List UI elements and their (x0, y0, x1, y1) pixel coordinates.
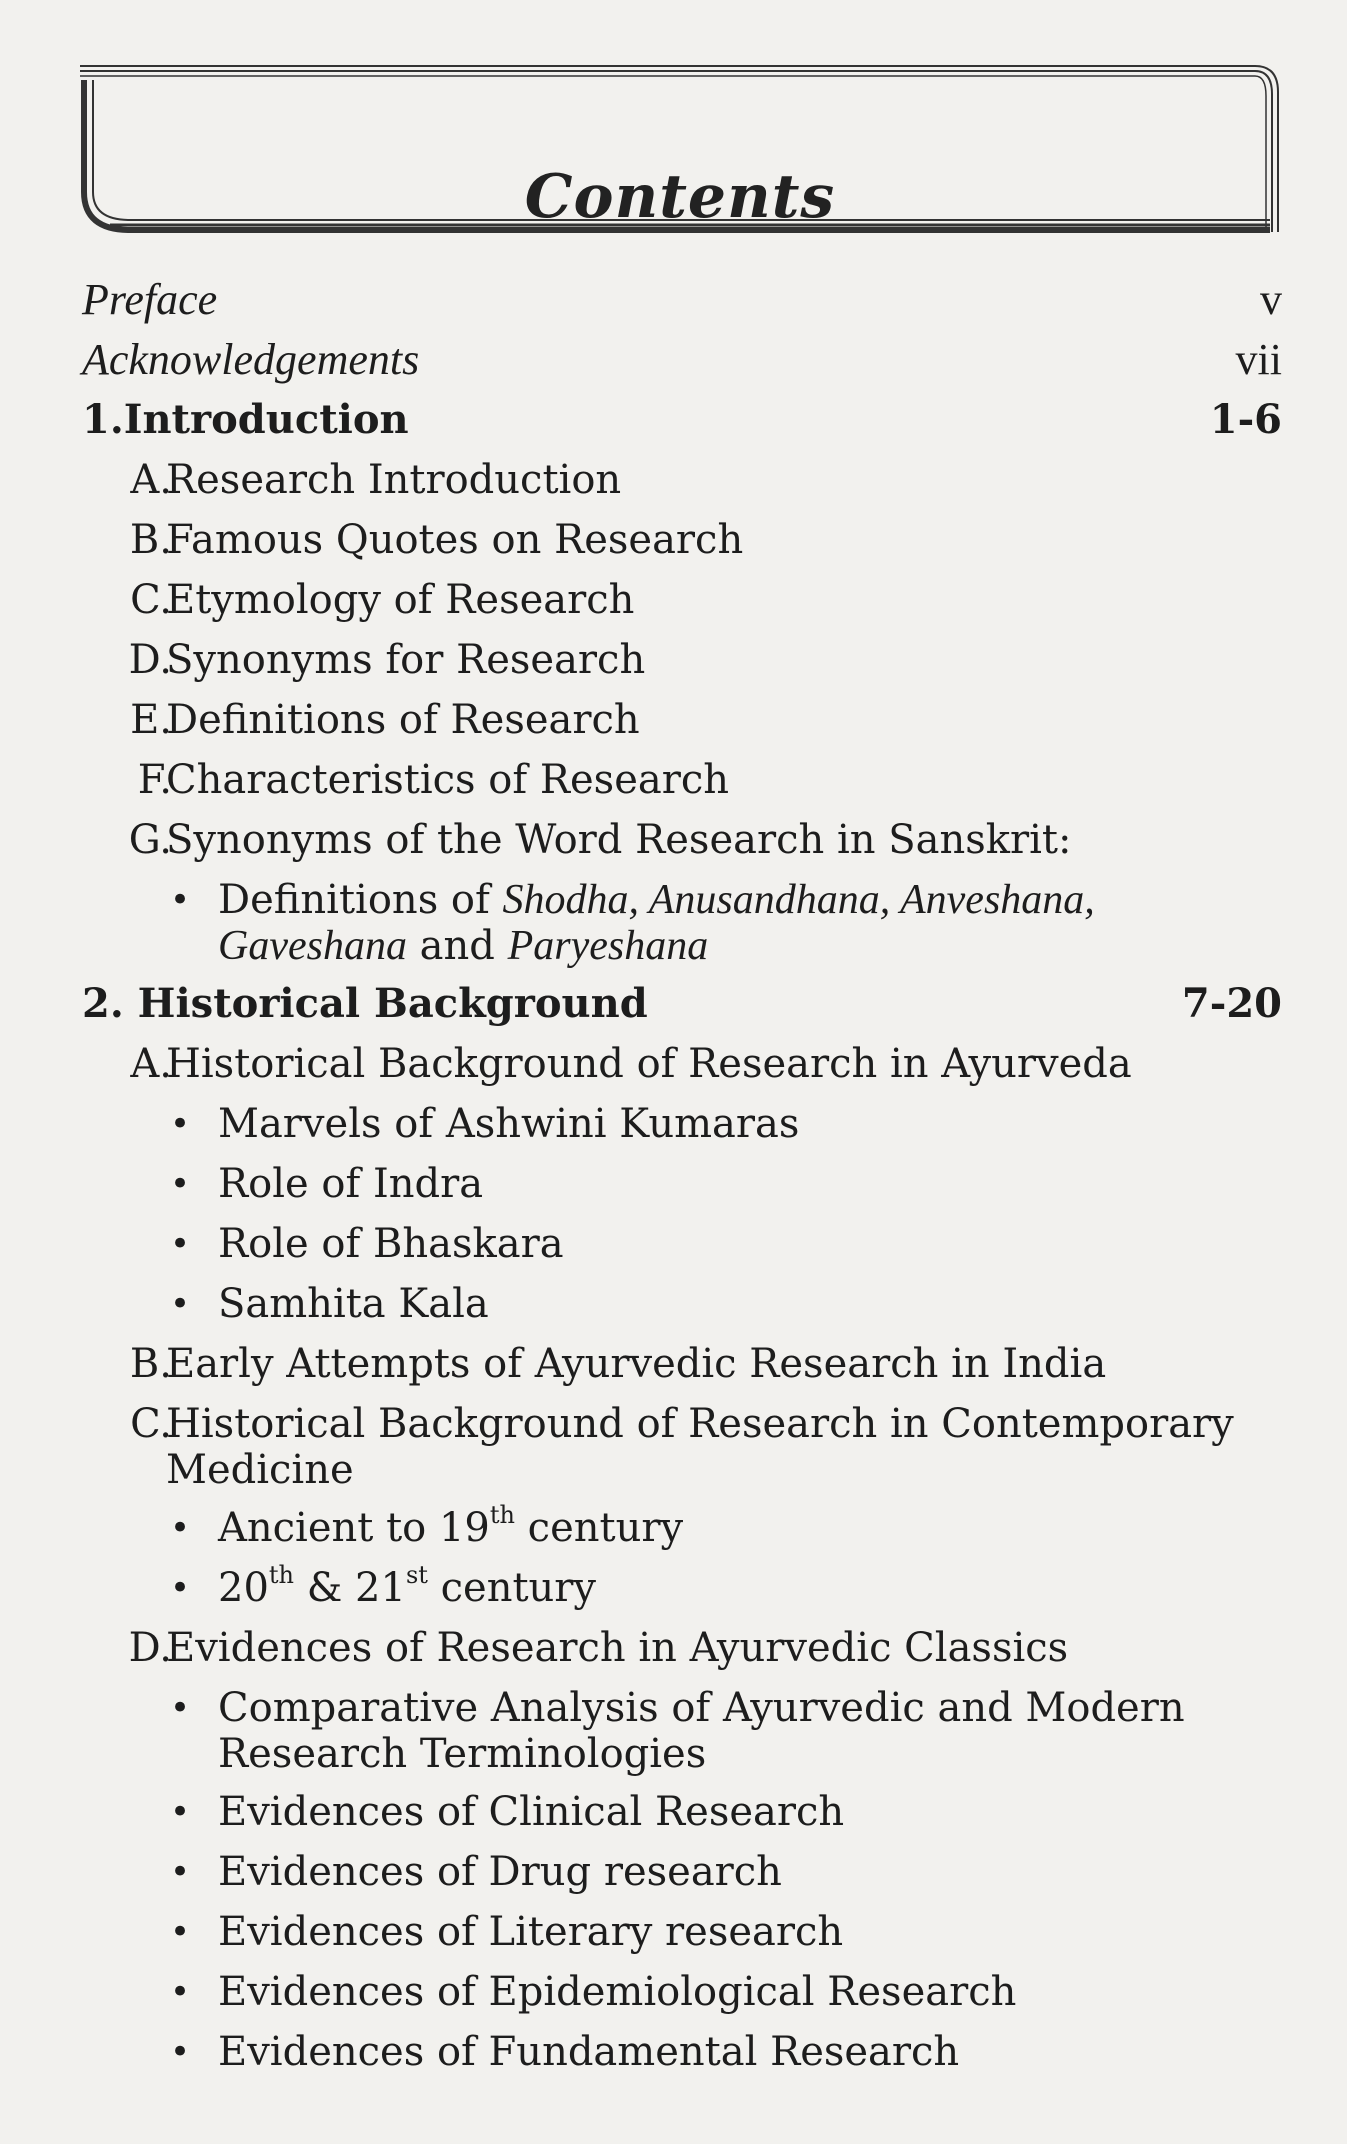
bullet-icon: • (170, 1792, 191, 1832)
bullet-icon: • (170, 1568, 191, 1608)
section-letter: B. (129, 1341, 172, 1387)
bullet-icon: • (170, 880, 191, 920)
bullet-text: Evidences of Epidemiological Research (218, 1969, 1017, 2015)
bullet-text: Marvels of Ashwini Kumaras (218, 1101, 800, 1147)
section-title: Characteristics of Research (166, 757, 730, 803)
section-letter: A. (130, 1041, 172, 1087)
bullet-icon: • (170, 2032, 191, 2072)
contents-banner (80, 62, 1280, 238)
bullet-text: Role of Indra (218, 1161, 484, 1207)
bullet-icon: • (170, 1912, 191, 1952)
section-title: Synonyms for Research (166, 637, 646, 683)
bullet-text: Evidences of Drug research (218, 1849, 782, 1895)
toc-bullet[interactable] (82, 1902, 1282, 1962)
toc-bullet[interactable] (82, 1842, 1282, 1902)
section-title: Etymology of Research (166, 577, 635, 623)
entry-title: Preface (82, 275, 218, 324)
toc-bullet[interactable] (82, 870, 1282, 974)
bullet-text: Evidences of Clinical Research (218, 1789, 845, 1835)
bullet-icon: • (170, 1972, 191, 2012)
section-title: Historical Background of Research in Ayurveda (166, 1041, 1132, 1087)
toc-section[interactable] (82, 750, 1282, 810)
page-number: v (1260, 275, 1282, 324)
toc-section[interactable] (82, 1334, 1282, 1394)
page-title: Contents (524, 162, 836, 232)
section-letter: G. (128, 817, 172, 863)
toc-section[interactable] (82, 1034, 1282, 1094)
section-title: Evidences of Research in Ayurvedic Classics (166, 1625, 1069, 1671)
bullet-text: Ancient to 19th century (218, 1500, 684, 1551)
section-letter: C. (130, 1401, 172, 1447)
section-letter: D. (128, 1625, 172, 1671)
bullet-text: 20th & 21st century (218, 1560, 597, 1611)
toc-chapter-2[interactable] (82, 974, 1282, 1034)
bullet-text: Samhita Kala (218, 1281, 489, 1327)
toc-bullet[interactable] (82, 1214, 1282, 1274)
bullet-text: Evidences of Literary research (218, 1909, 844, 1955)
section-letter: D. (128, 637, 172, 683)
section-letter: B. (129, 517, 172, 563)
toc-section[interactable] (82, 810, 1282, 870)
bullet-icon: • (170, 1508, 191, 1548)
toc-section[interactable] (82, 570, 1282, 630)
toc-section[interactable] (82, 630, 1282, 690)
bullet-icon: • (170, 1284, 191, 1324)
bullet-text: Comparative Analysis of Ayurvedic and Modern Research Terminologies (218, 1685, 1185, 1777)
toc-section[interactable] (82, 450, 1282, 510)
page-number: vii (1235, 335, 1282, 384)
toc-section[interactable] (82, 1618, 1282, 1678)
bullet-text: Role of Bhaskara (218, 1221, 564, 1267)
toc-bullet[interactable] (82, 1678, 1282, 1782)
chapter-title: 1.Introduction (82, 396, 409, 443)
toc-bullet[interactable] (82, 1154, 1282, 1214)
toc-entry-acknowledgements[interactable] (82, 330, 1282, 390)
toc-bullet[interactable] (82, 2022, 1282, 2082)
bullet-text: Evidences of Fundamental Research (218, 2029, 960, 2075)
table-of-contents (82, 270, 1282, 2082)
section-title: Famous Quotes on Research (166, 517, 744, 563)
bullet-icon: • (170, 1852, 191, 1892)
page-range: 7-20 (1181, 980, 1282, 1027)
entry-title: Acknowledgements (82, 335, 420, 384)
toc-section[interactable] (82, 1394, 1282, 1498)
toc-bullet[interactable] (82, 1498, 1282, 1558)
section-title: Research Introduction (166, 457, 622, 503)
bullet-icon: • (170, 1164, 191, 1204)
bullet-icon: • (170, 1104, 191, 1144)
page-range: 1-6 (1209, 396, 1282, 443)
section-title: Early Attempts of Ayurvedic Research in India (166, 1341, 1107, 1387)
toc-bullet[interactable] (82, 1094, 1282, 1154)
toc-chapter-1[interactable] (82, 390, 1282, 450)
section-title: Synonyms of the Word Research in Sanskrit: (166, 817, 1072, 863)
bullet-icon: • (170, 1224, 191, 1264)
section-letter: C. (130, 577, 172, 623)
bullet-icon: • (170, 1688, 191, 1728)
section-letter: F. (137, 757, 172, 803)
chapter-title: 2. Historical Background (82, 980, 648, 1027)
bullet-text: Definitions of Shodha, Anusandhana, Anveshana, Gaveshana and Paryeshana (218, 877, 1095, 969)
toc-entry-preface[interactable] (82, 270, 1282, 330)
section-title: Historical Background of Research in Contemporary Medicine (166, 1401, 1234, 1493)
toc-bullet[interactable] (82, 1558, 1282, 1618)
section-letter: E. (130, 697, 172, 743)
section-letter: A. (130, 457, 172, 503)
toc-bullet[interactable] (82, 1782, 1282, 1842)
section-title: Definitions of Research (166, 697, 640, 743)
toc-section[interactable] (82, 510, 1282, 570)
toc-section[interactable] (82, 690, 1282, 750)
toc-bullet[interactable] (82, 1274, 1282, 1334)
toc-bullet[interactable] (82, 1962, 1282, 2022)
